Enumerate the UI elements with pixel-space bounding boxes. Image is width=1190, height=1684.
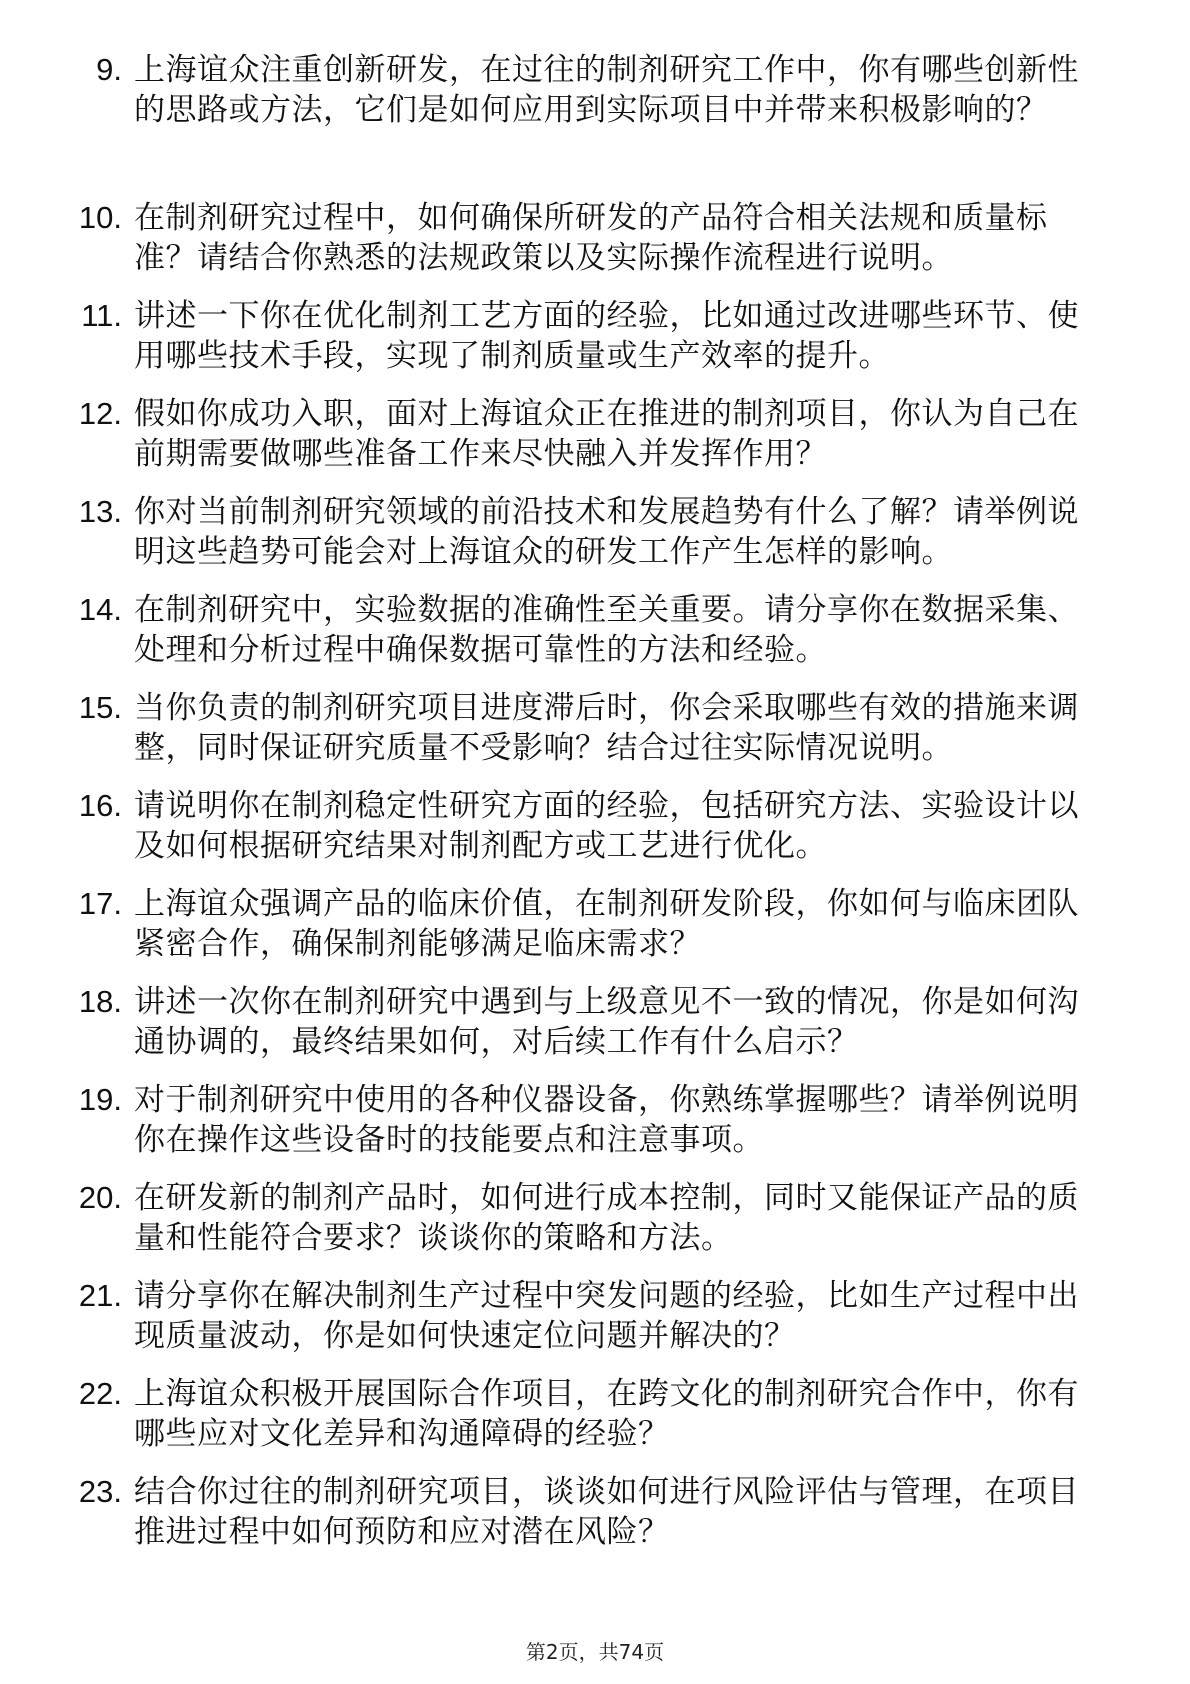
page-number-label: 第2页，共74页 — [525, 1640, 665, 1664]
question-number: 13. — [78, 494, 122, 529]
question-text: 上海谊众注重创新研发，在过往的制剂研究工作中，你有哪些创新性的思路或方法，它们是如何应用到实际项目中并带来积极影响的？ — [134, 52, 1079, 128]
question-number: 9. — [96, 52, 122, 87]
question-number: 23. — [78, 1474, 122, 1509]
question-text: 在制剂研究中，实验数据的准确性至关重要。请分享你在数据采集、处理和分析过程中确保数据可靠性的方法和经验。 — [134, 592, 1079, 668]
question-item — [48, 492, 1108, 590]
question-item — [48, 50, 1108, 198]
question-number: 15. — [78, 690, 122, 725]
question-number: 19. — [78, 1082, 122, 1117]
question-number: 16. — [78, 788, 122, 823]
question-text: 请分享你在解决制剂生产过程中突发问题的经验，比如生产过程中出现质量波动，你是如何快速定位问题并解决的？ — [134, 1278, 1079, 1354]
page-footer — [0, 1638, 1190, 1666]
question-text: 上海谊众强调产品的临床价值，在制剂研发阶段，你如何与临床团队紧密合作，确保制剂能够满足临床需求？ — [134, 886, 1079, 962]
question-number: 11. — [81, 298, 122, 333]
question-text: 当你负责的制剂研究项目进度滞后时，你会采取哪些有效的措施来调整，同时保证研究质量不受影响？结合过往实际情况说明。 — [134, 690, 1079, 766]
question-text: 你对当前制剂研究领域的前沿技术和发展趋势有什么了解？请举例说明这些趋势可能会对上海谊众的研发工作产生怎样的影响。 — [134, 494, 1079, 570]
question-item — [48, 394, 1108, 492]
question-text: 讲述一下你在优化制剂工艺方面的经验，比如通过改进哪些环节、使用哪些技术手段，实现了制剂质量或生产效率的提升。 — [134, 298, 1079, 374]
question-item — [48, 1178, 1108, 1276]
question-item — [48, 688, 1108, 786]
question-number: 21. — [78, 1278, 122, 1313]
question-number: 17. — [78, 886, 122, 921]
question-item — [48, 1276, 1108, 1374]
question-number: 12. — [78, 396, 122, 431]
question-item — [48, 1080, 1108, 1178]
question-item — [48, 884, 1108, 982]
question-item — [48, 982, 1108, 1080]
question-text: 对于制剂研究中使用的各种仪器设备，你熟练掌握哪些？请举例说明你在操作这些设备时的技能要点和注意事项。 — [134, 1082, 1079, 1158]
question-list — [48, 50, 1108, 1570]
question-text: 上海谊众积极开展国际合作项目，在跨文化的制剂研究合作中，你有哪些应对文化差异和沟通障碍的经验？ — [134, 1376, 1079, 1452]
question-text: 假如你成功入职，面对上海谊众正在推进的制剂项目，你认为自己在前期需要做哪些准备工作来尽快融入并发挥作用？ — [134, 396, 1079, 472]
question-text: 在制剂研究过程中，如何确保所研发的产品符合相关法规和质量标准？请结合你熟悉的法规政策以及实际操作流程进行说明。 — [134, 200, 1048, 276]
question-number: 22. — [78, 1376, 122, 1411]
question-number: 14. — [78, 592, 122, 627]
question-text: 请说明你在制剂稳定性研究方面的经验，包括研究方法、实验设计以及如何根据研究结果对制剂配方或工艺进行优化。 — [134, 788, 1079, 864]
question-number: 18. — [78, 984, 122, 1019]
question-item — [48, 786, 1108, 884]
question-item — [48, 296, 1108, 394]
question-text: 讲述一次你在制剂研究中遇到与上级意见不一致的情况，你是如何沟通协调的，最终结果如何，对后续工作有什么启示？ — [134, 984, 1079, 1060]
question-item — [48, 590, 1108, 688]
question-item — [48, 198, 1108, 296]
question-number: 10. — [78, 200, 122, 235]
question-text: 结合你过往的制剂研究项目，谈谈如何进行风险评估与管理，在项目推进过程中如何预防和应对潜在风险？ — [134, 1474, 1079, 1550]
question-text: 在研发新的制剂产品时，如何进行成本控制，同时又能保证产品的质量和性能符合要求？谈谈你的策略和方法。 — [134, 1180, 1079, 1256]
question-number: 20. — [78, 1180, 122, 1215]
question-item — [48, 1472, 1108, 1570]
question-item — [48, 1374, 1108, 1472]
